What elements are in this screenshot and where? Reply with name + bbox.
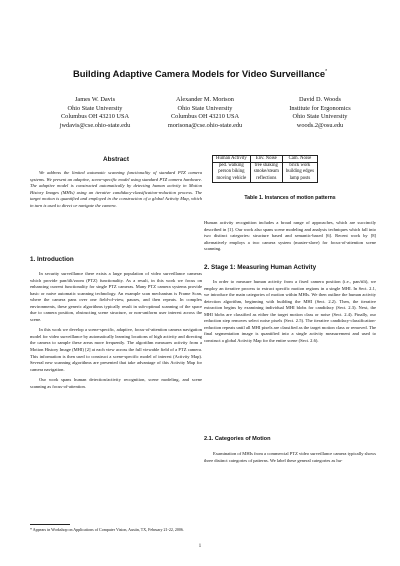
table-cell: brick work — [282, 163, 317, 170]
author-email: jwdavis@cse.ohio-state.edu — [59, 121, 131, 129]
author-affiliation: Ohio State University — [67, 104, 123, 112]
table-cell: moving vehicle — [213, 176, 251, 183]
author-affiliation: Ohio State University — [177, 104, 233, 112]
title-footnote-mark: * — [325, 68, 328, 75]
table-cell: person biking — [213, 169, 251, 175]
subsection-heading-categories: 2.1. Categories of Motion — [204, 436, 271, 442]
table-cell: reflections — [250, 176, 282, 183]
page-number: 1 — [198, 544, 202, 549]
paragraph: Human activity recognition includes a broad range of approaches, which are succinctly described in [1]. Our work also spans scene modeling and analysis techniques which fall into two distinct categories: structure based and semantic-based [6]. Recent work by [8] alternatively employs a two camera system (master-slave) for focus-of-attention scene scanning. — [204, 220, 376, 252]
table-cell: smoke/steam — [250, 169, 282, 175]
author-address: Columbus OH 43210 USA — [170, 113, 240, 121]
table-header-row — [213, 156, 318, 163]
table-header-cell: Cam. Noise — [282, 156, 317, 163]
paper-title: Building Adaptive Camera Models for Video Surveillance* — [72, 68, 328, 79]
author-name: David D. Woods — [299, 96, 341, 103]
table-cell: lamp posts — [282, 176, 317, 183]
paragraph: In order to measure human activity from a fixed camera position (i.e., pan/tilt), we employ an iterative process to extract specific motion regions in a single MHI. In Sect. 2.1, we introduce the main categories of motion within MHIs. We then outline the human activity detection algorithm, beginning with building the MHI (Sect. 2.2). Then, the iterative extraction begins by examining individual MHI blobs for candidacy (Sect. 2.3). Next, the MHI blobs are classified as either the target motion class or noise (Sect. 2.4). Finally, our reduction step removes select noise pixels (Sect. 2.5). The iterative candidacy-classification-reduction repeats until all MHI pixels are classified as the target motion class or removed. The final segmentation image is quantified into a single activity measurement and used to construct a global Activity Map for the entire scene (Sect. 2.6). — [204, 279, 376, 343]
author-block-2 — [140, 96, 270, 130]
abstract-text: We address the limited automatic scanning functionality of standard PTZ camera systems. We present an adaptive, scene-specific model using standard PTZ camera hardware. The adaptive model is constructed automatically by detecting human activity in Motion History Images (MHIs) using an iterative candidacy-classification-reduction process. The target motion is quantified and employed in the construction of a global Activity Map, which in turn is used to direct or navigate the camera. — [30, 170, 202, 208]
table-header-cell: Env. Noise — [250, 156, 282, 163]
categories-body — [204, 451, 376, 468]
author-name: Alexander M. Morison — [176, 96, 234, 103]
paragraph: Examination of MHIs from a commercial PTZ video surveillance camera typically shows three distinct categories of patterns. We label these general categories as hu- — [204, 451, 377, 463]
motion-patterns-table — [212, 155, 318, 183]
author-name: James W. Davis — [74, 96, 116, 103]
table-cell: tree shaking — [250, 163, 282, 170]
paragraph: Our work spans human detection/activity recognition, scene modeling, and scene scanning as focus-of-attention. — [30, 377, 202, 389]
footnote-rule — [30, 524, 70, 525]
table-row — [213, 176, 318, 183]
abstract-heading: Abstract — [103, 156, 129, 163]
author-email: morisona@cse.ohio-state.edu — [167, 121, 243, 129]
table-row — [213, 169, 318, 175]
paragraph: In security surveillance there exists a large population of video surveillance cameras which provide pan/tilt/zoom (PTZ) functionality. As a result, in this work we focus on enhancing current functionality for single PTZ cameras. Many PTZ camera systems provide basic or naive automatic scanning technology. An example scan mechanism is Frame Scan, where the camera pans over one field-of-view, pauses, and then repeats. In complex environments, these generic algorithms typically result in sub-optimal scanning of the space due to camera position, obstructing scene structure, or non-uniform user interest across the scene. — [30, 271, 202, 322]
author-address: Ohio State University — [292, 113, 348, 121]
author-email: woods.2@osu.edu — [296, 121, 344, 129]
author-block-3 — [255, 96, 385, 130]
section-heading-stage1: 2. Stage 1: Measuring Human Activity — [204, 264, 317, 271]
table-caption: Table 1. Instances of motion patterns — [244, 195, 336, 201]
table-header-cell: Human Activity — [213, 156, 251, 163]
author-address: Columbus OH 43210 USA — [60, 113, 130, 121]
stage1-body — [204, 279, 376, 348]
footnote: * Appears in Workshop on Applications of Computer Vision, Austin, TX, February 21-22, 2006. — [30, 527, 184, 532]
table-cell: building edges — [282, 169, 317, 175]
introduction-body — [30, 271, 202, 394]
table-row — [213, 163, 318, 170]
abstract-body — [30, 170, 202, 213]
table-cell: ped. walking — [213, 163, 251, 170]
related-work-body — [204, 220, 376, 257]
section-heading-introduction: 1. Introduction — [30, 256, 74, 263]
paragraph: In this work we develop a scene-specific, adaptive, focus-of-attention camera navigation model for video surveillance by automatically learning locations of high activity and directing the camera to sample these areas more frequently. The algorithm measures activity from a Motion History Image (MHI) [2] at each view across the full viewable field of a PTZ camera. This information is then used to construct a scene-specific model of interest (Activity Map). Several new scanning algorithms are presented that take advantage of this Activity Map for camera navigation. — [30, 327, 202, 372]
author-affiliation: Institute for Ergonomics — [289, 104, 351, 112]
